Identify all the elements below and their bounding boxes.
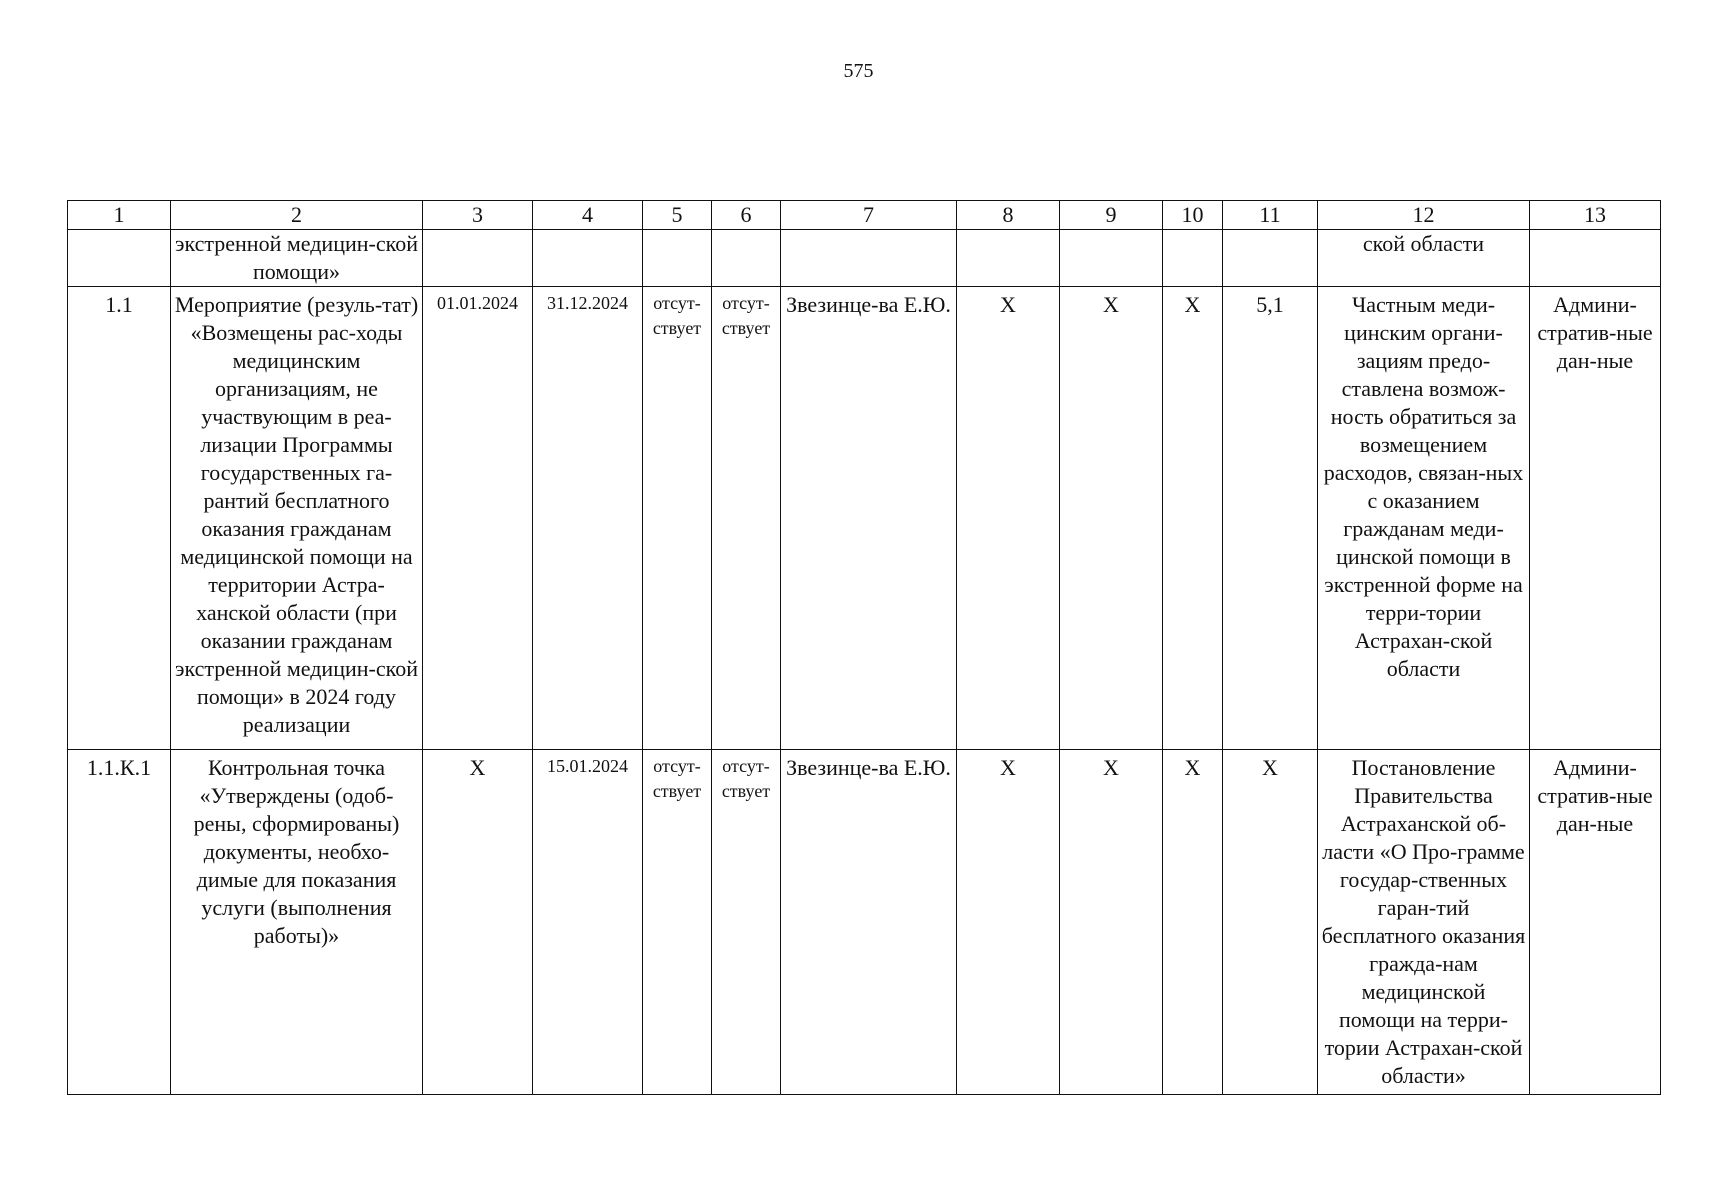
column-header: 12 [1318,201,1530,230]
column-header: 6 [712,201,781,230]
col8-cell: Х [957,750,1060,1095]
column-header: 13 [1530,201,1661,230]
table-cell [423,230,533,287]
source-cell: Админи-стратив-ные дан-ные [1530,287,1661,750]
table-cell [533,230,643,287]
table-cell [957,230,1060,287]
column-header: 3 [423,201,533,230]
col11-cell: Х [1223,750,1318,1095]
table-cell [1223,230,1318,287]
name-cell: экстренной медицин-ской помощи» [171,230,423,287]
col5-cell: отсут-ствует [643,750,712,1095]
description-cell: Постановление Правительства Астраханской об-ласти «О Про-грамме государ-ственных гаран-тий бесплатного оказания гражда-нам медицинской помощи на терри-тории Астрахан-ской области» [1318,750,1530,1095]
end-date-cell: 15.01.2024 [533,750,643,1095]
table-cell [781,230,957,287]
table-cell [68,230,171,287]
col10-cell: Х [1163,750,1223,1095]
col10-cell: Х [1163,287,1223,750]
start-date-cell: 01.01.2024 [423,287,533,750]
col9-cell: Х [1060,750,1163,1095]
col6-cell: отсут-ствует [712,287,781,750]
column-header: 8 [957,201,1060,230]
column-header: 9 [1060,201,1163,230]
col11-cell: 5,1 [1223,287,1318,750]
column-header: 4 [533,201,643,230]
page-number: 575 [843,60,874,82]
column-header: 10 [1163,201,1223,230]
description-cell: Частным меди-цинским органи-зациям предо-ставлена возмож-ность обратиться за возмещением расходов, связан-ных с оказанием гражданам меди-цинской помощи в экстренной форме на терри-тории Астрахан-ской области [1318,287,1530,750]
responsible-cell: Звезинце-ва Е.Ю. [781,287,957,750]
continuation-row [68,230,1661,287]
col9-cell: Х [1060,287,1163,750]
start-date-cell: Х [423,750,533,1095]
table-cell [1060,230,1163,287]
code-cell: 1.1.К.1 [68,750,171,1095]
column-header: 2 [171,201,423,230]
col6-cell: отсут-ствует [712,750,781,1095]
source-cell: Админи-стратив-ные дан-ные [1530,750,1661,1095]
column-header: 11 [1223,201,1318,230]
col5-cell: отсут-ствует [643,287,712,750]
col8-cell: Х [957,287,1060,750]
code-cell: 1.1 [68,287,171,750]
table-cell [712,230,781,287]
table-row [68,287,1661,750]
plan-table [67,200,1661,1095]
name-cell: Мероприятие (резуль-тат) «Возмещены рас-ходы медицинским организациям, не участвующим в реа-лизации Программы государственных га-рантий бесплатного оказания гражданам медицинской помощи на территории Астра-ханской области (при оказании гражданам экстренной медицин-ской помощи» в 2024 году реализации [171,287,423,750]
end-date-cell: 31.12.2024 [533,287,643,750]
table-cell [643,230,712,287]
table-cell [1163,230,1223,287]
responsible-cell: Звезинце-ва Е.Ю. [781,750,957,1095]
table-cell [1530,230,1661,287]
header-row [68,201,1661,230]
description-cell: ской области [1318,230,1530,287]
table-row [68,750,1661,1095]
column-header: 1 [68,201,171,230]
column-header: 7 [781,201,957,230]
name-cell: Контрольная точка «Утверждены (одоб-рены, сформированы) документы, необхо-димые для показания услуги (выполнения работы)» [171,750,423,1095]
column-header: 5 [643,201,712,230]
